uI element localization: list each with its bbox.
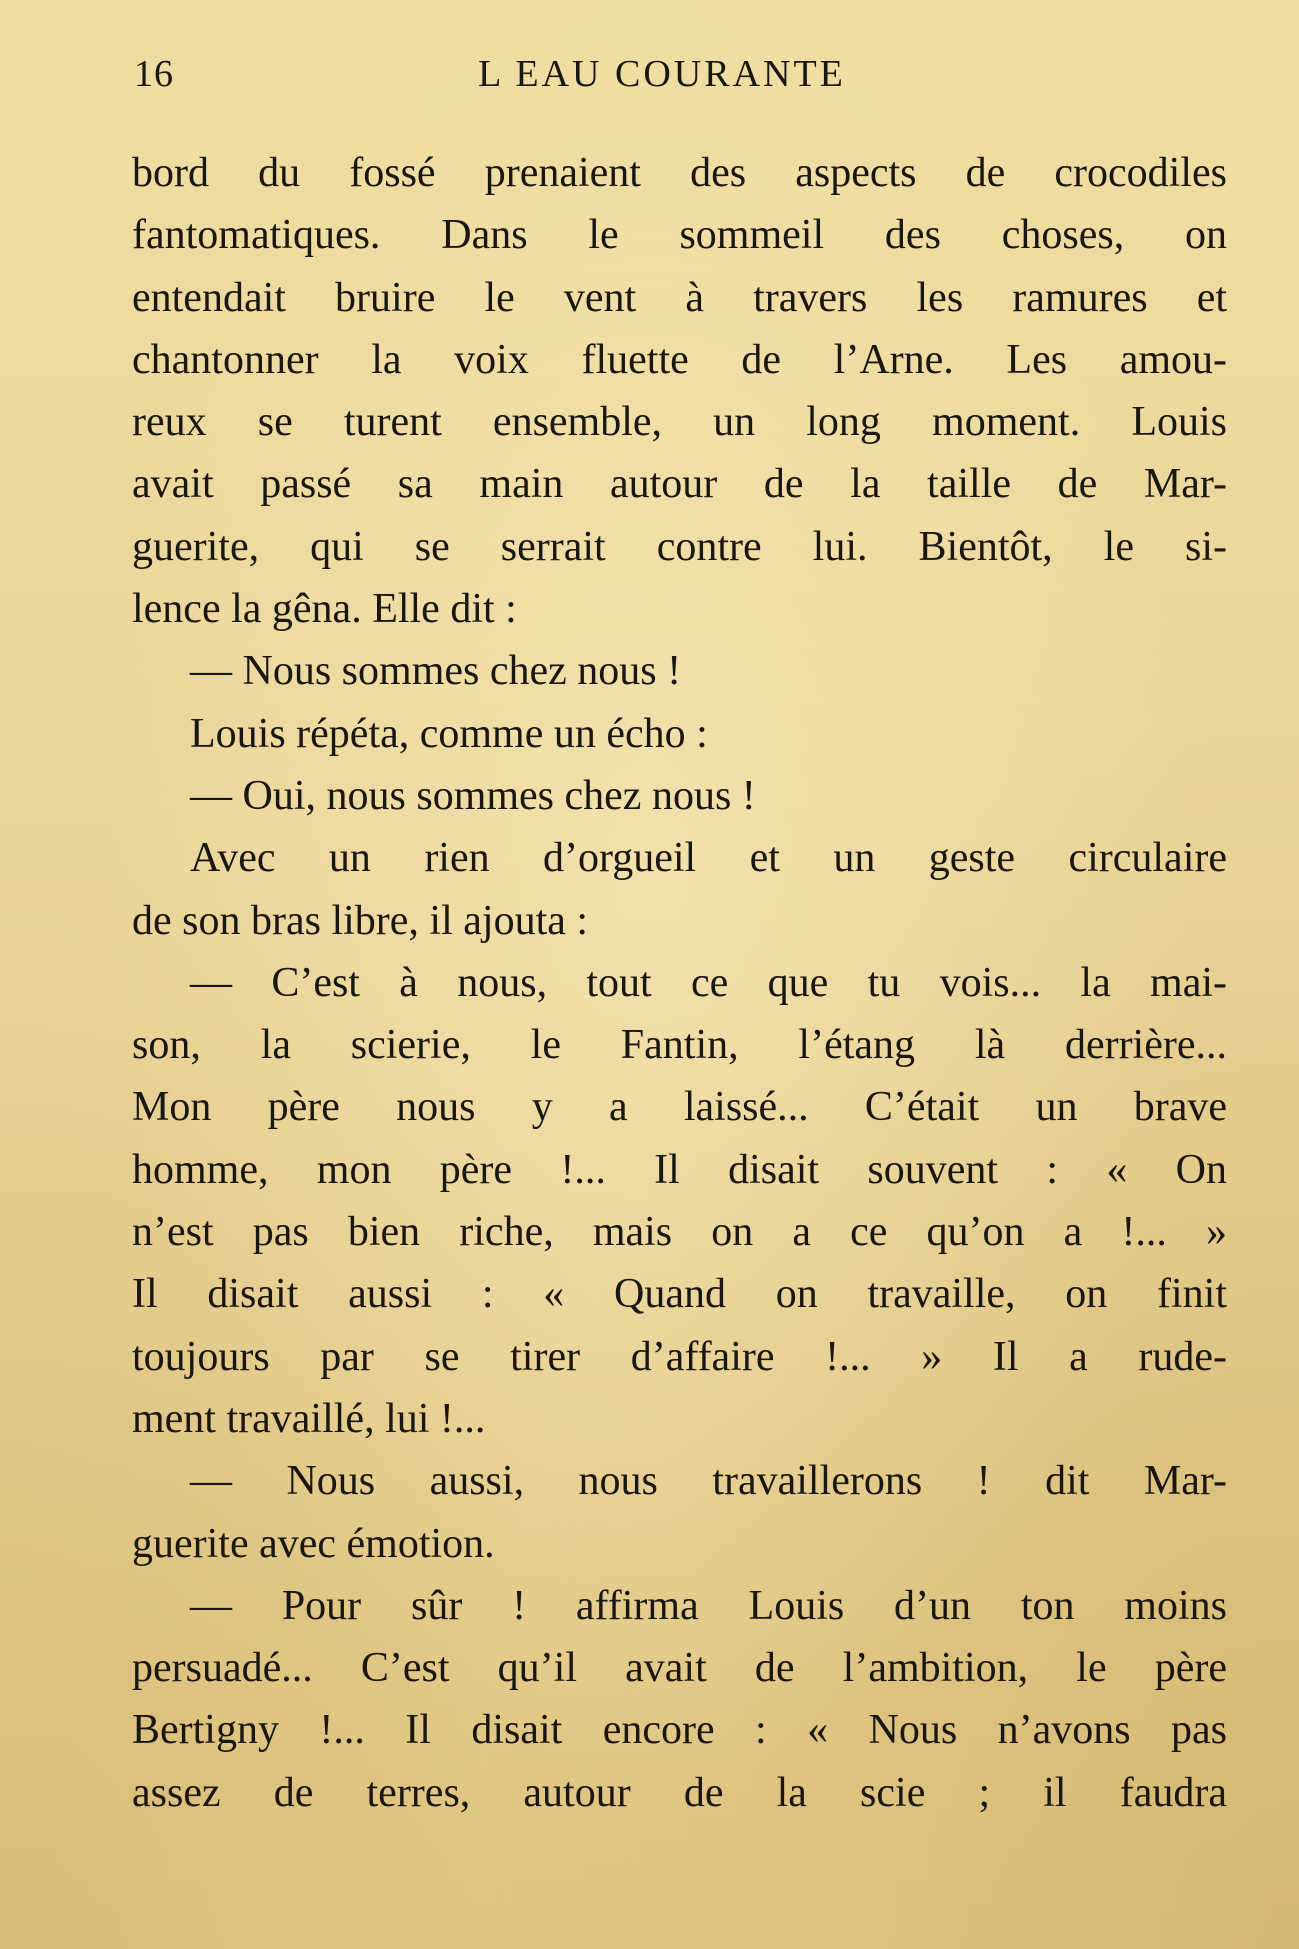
- text-line: — Nous sommes chez nous !: [190, 648, 682, 695]
- running-title: L EAU COURANTE: [478, 53, 846, 95]
- text-line: n’est pas bien riche, mais on a ce qu’on a !... »: [132, 1209, 1227, 1256]
- text-line: bord du fossé prenaient des aspects de crocodiles: [132, 150, 1227, 196]
- text-line: — Oui, nous sommes chez nous !: [190, 772, 756, 819]
- text-line: — Nous aussi, nous travaillerons ! dit Mar-: [190, 1458, 1227, 1505]
- text-line: guerite, qui se serrait contre lui. Bientôt, le si-: [132, 523, 1227, 570]
- text-line: reux se turent ensemble, un long moment. Louis: [132, 399, 1227, 446]
- text-line: — C’est à nous, tout ce que tu vois... la mai-: [190, 959, 1227, 1006]
- text-line: de son bras libre, il ajouta :: [132, 897, 589, 944]
- text-line: assez de terres, autour de la scie ; il faudra: [132, 1769, 1227, 1816]
- text-line: ment travaillé, lui !...: [132, 1395, 486, 1442]
- text-line: toujours par se tirer d’affaire !... » Il a rude-: [132, 1333, 1227, 1380]
- text-line: fantomatiques. Dans le sommeil des choses, on: [132, 212, 1227, 259]
- text-line: Louis répéta, comme un écho :: [190, 710, 708, 757]
- text-line: avait passé sa main autour de la taille de Mar-: [132, 461, 1227, 508]
- text-line: entendait bruire le vent à travers les ramures et: [132, 274, 1227, 321]
- text-line: guerite avec émotion.: [132, 1520, 495, 1567]
- text-line: homme, mon père !... Il disait souvent : « On: [132, 1146, 1227, 1193]
- text-line: — Pour sûr ! affirma Louis d’un ton moins: [190, 1582, 1227, 1629]
- text-line: Il disait aussi : « Quand on travaille, on finit: [132, 1271, 1227, 1318]
- text-line: chantonner la voix fluette de l’Arne. Les amou-: [132, 336, 1227, 383]
- text-line: lence la gêna. Elle dit :: [132, 586, 517, 633]
- text-line: Mon père nous y a laissé... C’était un brave: [132, 1084, 1227, 1131]
- body-text: [132, 142, 1227, 1824]
- text-line: Avec un rien d’orgueil et un geste circulaire: [190, 835, 1227, 882]
- text-line: Bertigny !... Il disait encore : « Nous n’avons pas: [132, 1707, 1227, 1754]
- page-header: [0, 52, 1299, 102]
- text-line: son, la scierie, le Fantin, l’étang là derrière...: [132, 1022, 1227, 1069]
- text-line: persuadé... C’est qu’il avait de l’ambition, le père: [132, 1645, 1227, 1692]
- page-number: 16: [134, 53, 174, 95]
